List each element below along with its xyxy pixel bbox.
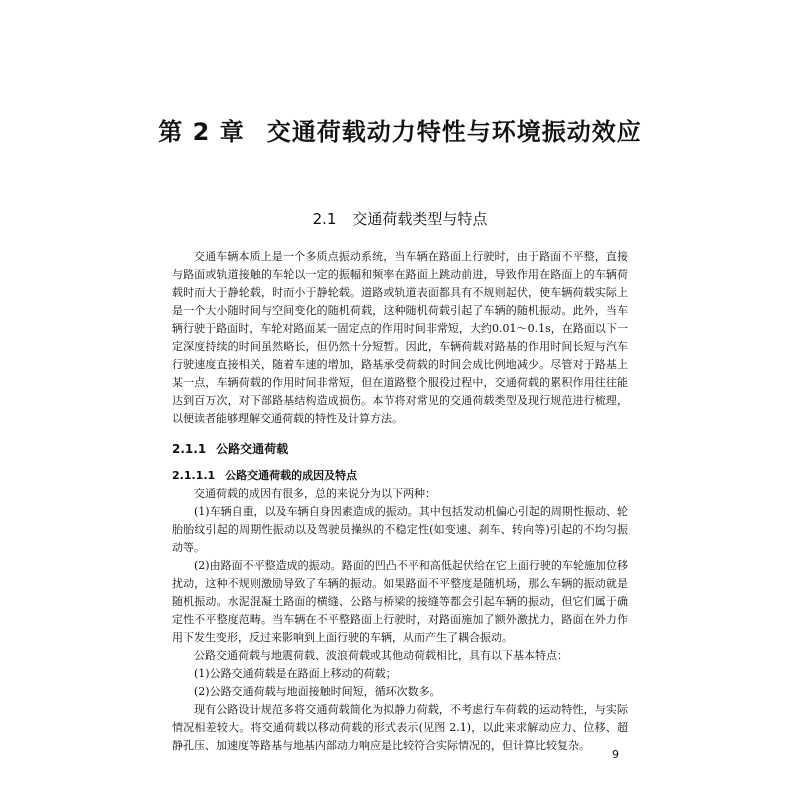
- section-number: 2.1: [312, 210, 337, 228]
- subsection-title: 公路交通荷载: [216, 442, 289, 456]
- intro-paragraph: 交通车辆本质上是一个多质点振动系统，当车辆在路面上行驶时，由于路面不平整，直接与路面或轨道接触的车轮以一定的振幅和频率在路面上跳动前进，导致作用在路面上的车辆荷载时而大于静轮载，时而小于静轮载。道路或轨道表面都具有不规则起伏，使车辆荷载实际上是一个大小随时间与空间变化的随机荷载，这种随机荷载引起了车辆的随机振动。此外，当车辆行驶于路面时，车轮对路面某一固定点的作用时间非常短，大约0.01～0.1s，在路面以下一定深度持续的时间虽然略长，但仍然十分短暂。因此，车辆荷载对路基的作用时间长短与汽车行驶速度直接相关，随着车速的增加，路基承受荷载的时间会成比例地减少。尽管对于路基上某一点，车辆荷载的作用时间非常短，但在道路整个服役过程中，交通荷载的累积作用往往能达到百万次，对下部路基结构造成损伤。本节将对常见的交通荷载类型及现行规范进行梳理，以便读者能够理解交通荷载的特性及计算方法。: [172, 250, 628, 425]
- subsection-heading: [172, 440, 628, 457]
- paragraph: 交通荷载的成因有很多，总的来说分为以下两种：: [194, 487, 436, 500]
- subsubsection-heading: [172, 467, 628, 485]
- subsubsection-title: 公路交通荷载的成因及特点: [225, 469, 358, 482]
- paragraph: 公路交通荷载与地震荷载、波浪荷载或其他动荷载相比，具有以下基本特点：: [194, 649, 568, 662]
- chapter-number: 第 2 章: [158, 118, 245, 146]
- section-title: [0, 208, 800, 229]
- chapter-title: [0, 112, 800, 147]
- paragraph: (2)公路交通荷载与地面接触时间短，循环次数多。: [194, 685, 441, 698]
- paragraph: 现有公路设计规范多将交通荷载简化为拟静力荷载，不考虑行车荷载的运动特性，与实际情况相差较大。将交通荷载以移动荷载的形式表示(见图 2.1)，以此来求解动应力、位移、超静孔压、加速度等路基与地基内部动力响应是比较符合实际情况的，但计算比较复杂。: [172, 703, 628, 752]
- paragraph: (1)公路交通荷载是在路面上移动的荷载；: [194, 667, 397, 680]
- body-text: [172, 248, 628, 755]
- subsubsection-number: 2.1.1.1: [172, 469, 216, 482]
- section-title-text: 交通荷载类型与特点: [352, 210, 488, 228]
- chapter-title-text: 交通荷载动力特性与环境振动效应: [266, 118, 642, 146]
- paragraph: (2)由路面不平整造成的振动。路面的凹凸不平和高低起伏给在它上面行驶的车轮施加位移扰动，这种不规则激励导致了车辆的振动。如果路面不平整度是随机场，那么车辆的振动就是随机振动。水泥混凝土路面的横缝、公路与桥梁的接缝等都会引起车辆的振动，但它们属于确定性不平整度范畴。当车辆在不平整路面上行驶时，对路面施加了额外激扰力，路面在外力作用下发生变形，反过来影响到上面行驶的车辆，从而产生了耦合振动。: [172, 559, 628, 644]
- subsection-number: 2.1.1: [172, 442, 207, 456]
- paragraph: (1)车辆自重，以及车辆自身因素造成的振动。其中包括发动机偏心引起的周期性振动、轮胎胎纹引起的周期性振动以及驾驶员操纵的不稳定性(如变速、刹车、转向等)引起的不均匀振动等。: [172, 505, 628, 554]
- page-number: 9: [612, 748, 619, 761]
